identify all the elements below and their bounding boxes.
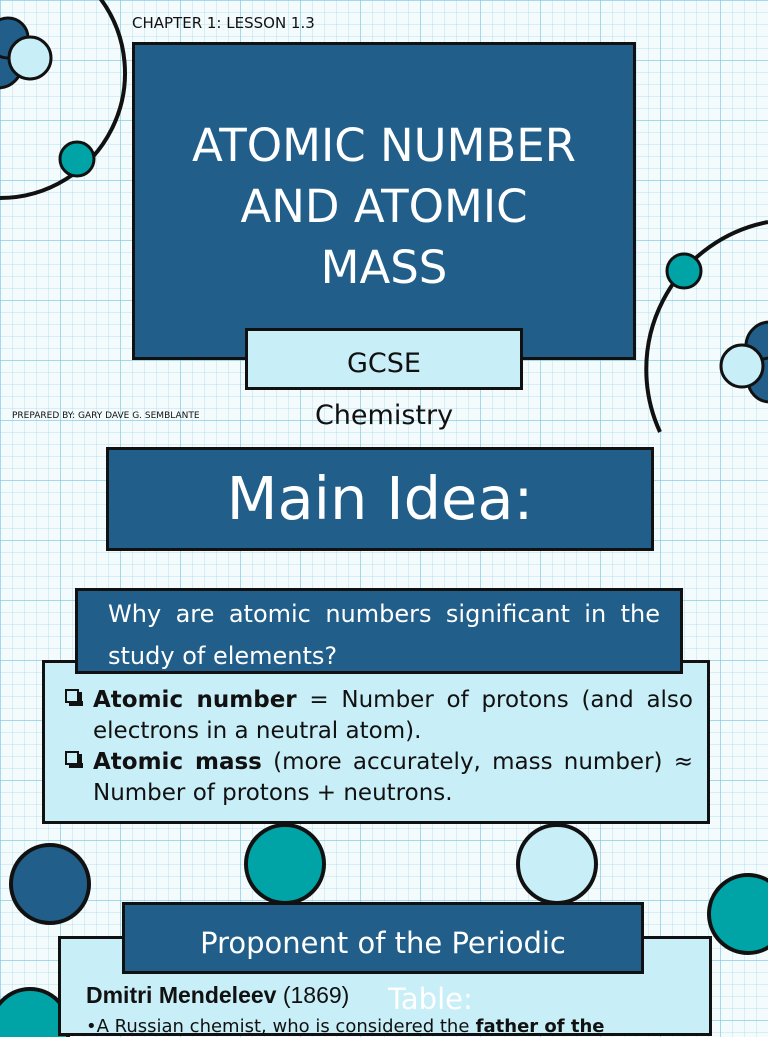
checkbox-bullet-icon	[65, 689, 79, 703]
subtitle-line: Chemistry	[314, 400, 454, 431]
definition-text: = Number of protons (and also electrons in a neutral atom).	[93, 687, 693, 744]
question-text: Why are atomic numbers significant in the study of elements?	[108, 600, 660, 670]
page-title	[135, 115, 633, 298]
title-line: ATOMIC NUMBER	[191, 119, 577, 172]
title-line: MASS	[320, 241, 448, 294]
scientist-description	[86, 1016, 605, 1037]
title-overflow: Table:	[388, 982, 473, 1016]
circle-teal-right	[709, 875, 768, 953]
electron-right-light	[721, 345, 763, 387]
question-box	[75, 588, 683, 674]
definition-item	[61, 747, 693, 809]
electron-right-dark	[746, 322, 768, 370]
electron-left	[0, 40, 22, 88]
scientist-name-bold: Dmitri Mendeleev	[86, 982, 277, 1008]
subtitle-line: GCSE	[347, 348, 421, 379]
proponent-title: Proponent of the Periodic	[200, 926, 566, 960]
definition-term: Atomic mass	[93, 749, 262, 775]
title-line: AND ATOMIC	[240, 180, 528, 233]
electron-orbit-teal	[60, 142, 94, 176]
definition-text: (more accurately, mass number) ≈ Number of protons + neutrons.	[93, 749, 694, 806]
atom-decoration-top-left	[0, 0, 130, 205]
definitions-box	[42, 660, 710, 824]
electron-orbit-teal-right	[667, 254, 701, 288]
title-slide	[0, 0, 768, 432]
chapter-label: CHAPTER 1: LESSON 1.3	[132, 14, 315, 32]
atom-decoration-right	[640, 210, 768, 432]
electron-right-dark-low	[748, 358, 768, 402]
title-box	[132, 42, 636, 360]
electron-left-light	[9, 37, 51, 79]
definition-item	[61, 685, 693, 747]
checkbox-bullet-icon	[65, 751, 79, 765]
main-idea-title: Main Idea:	[226, 464, 534, 533]
scientist-year: (1869)	[276, 982, 350, 1008]
proponent-slide	[0, 866, 768, 1037]
electron-left-top	[0, 18, 28, 58]
prepared-by: PREPARED BY: GARY DAVE G. SEMBLANTE	[12, 411, 200, 421]
definitions-list	[61, 685, 693, 809]
proponent-title-box	[122, 902, 644, 974]
main-idea-box	[106, 447, 654, 551]
scientist-name	[86, 982, 349, 1009]
subtitle	[245, 338, 523, 442]
description-start: •A Russian chemist, who is considered the	[86, 1016, 470, 1037]
main-idea-slide	[0, 432, 768, 866]
description-bold: father of the	[469, 1016, 605, 1037]
definition-term: Atomic number	[93, 687, 297, 713]
